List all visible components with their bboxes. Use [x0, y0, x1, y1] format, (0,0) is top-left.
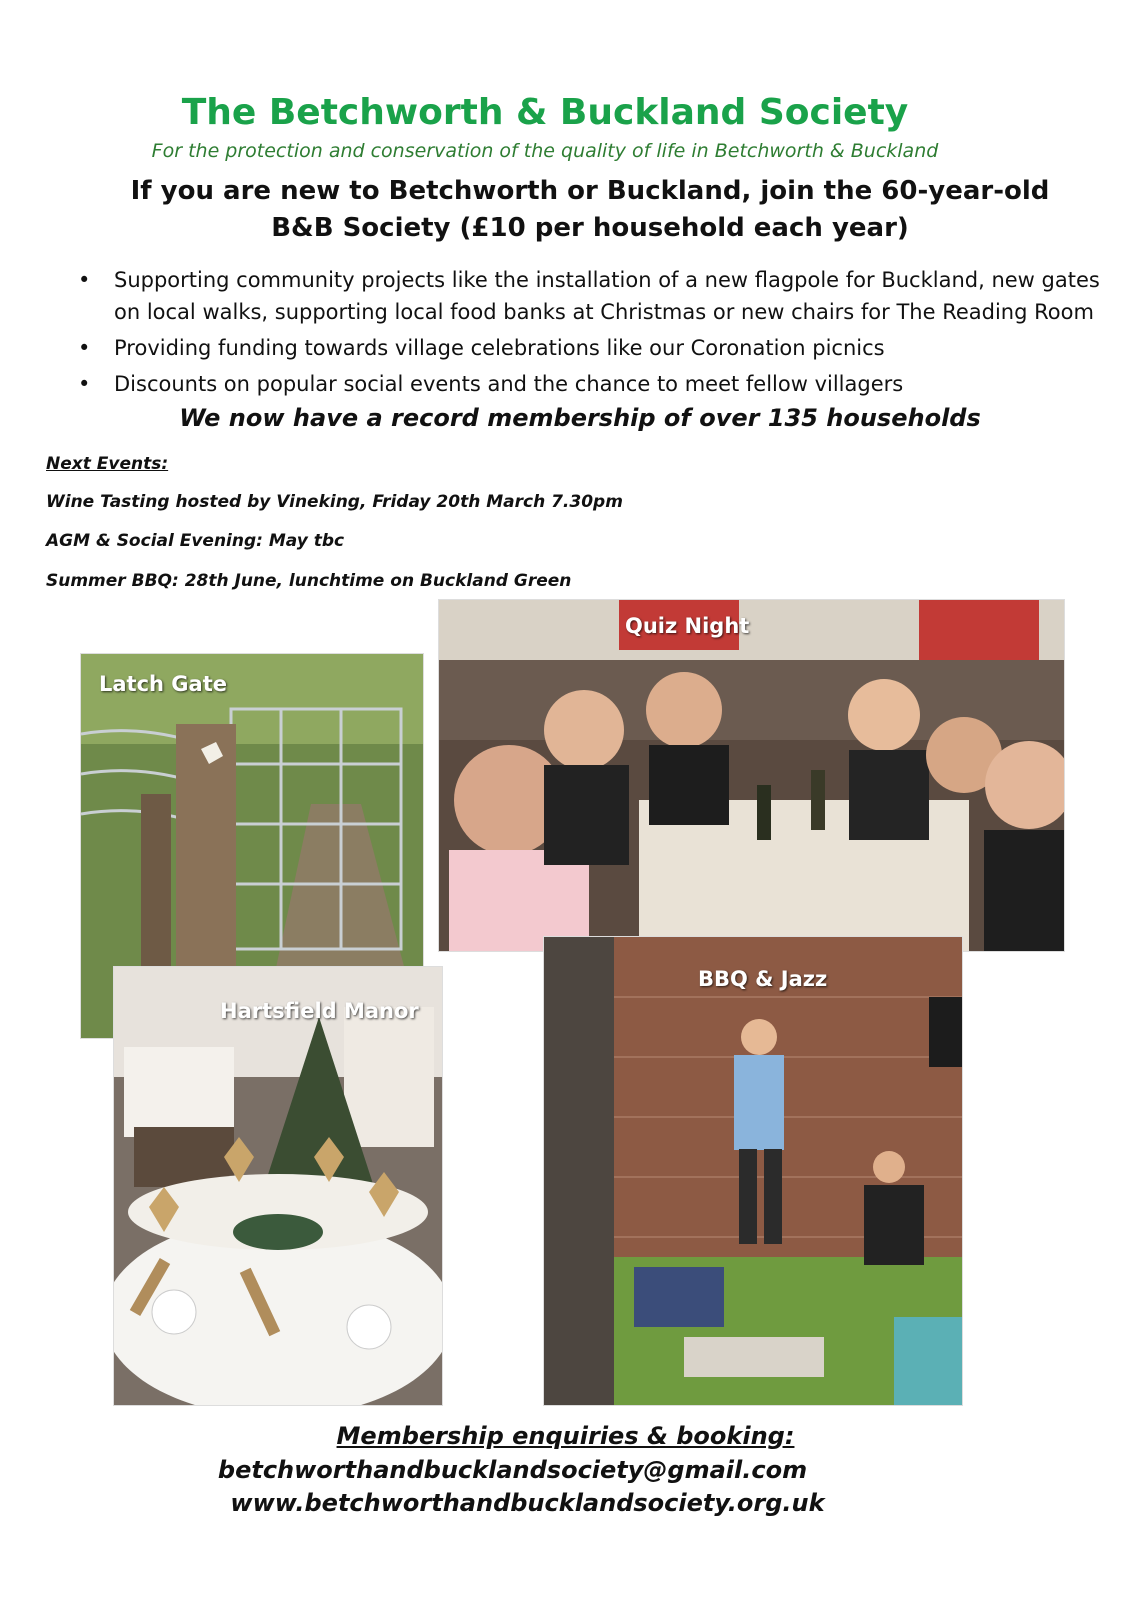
list-item — [78, 332, 1118, 364]
contact-email[interactable]: betchworthandbucklandsociety@gmail.com — [217, 1456, 808, 1484]
quiz-night-label: Quiz Night — [625, 614, 750, 638]
society-subtitle: For the protection and conservation of the quality of life in Betchworth & Buckland — [151, 140, 939, 162]
bullet-marker: • — [78, 268, 91, 292]
event-item: AGM & Social Evening: May tbc — [46, 531, 345, 551]
event-item: Summer BBQ: 28th June, lunchtime on Buckland Green — [46, 571, 572, 591]
bullet-marker: • — [78, 336, 91, 360]
society-title: The Betchworth & Buckland Society — [181, 92, 909, 133]
bbq-jazz-label: BBQ & Jazz — [698, 967, 828, 991]
hartsfield-manor-label: Hartsfield Manor — [220, 999, 419, 1023]
benefit-text: Supporting community projects like the installation of a new flagpole for Buckland, new gates on local walks, supporting local food banks at Christmas or new chairs for The Reading Room — [114, 268, 1100, 324]
quiz-night-photo — [438, 599, 1065, 952]
benefit-text: Discounts on popular social events and the chance to meet fellow villagers — [114, 372, 904, 396]
bbq-jazz-photo — [543, 936, 963, 1406]
events-heading: Next Events: — [46, 454, 169, 474]
intro-line-1: If you are new to Betchworth or Buckland, join the 60-year-old — [130, 176, 1050, 206]
website-link[interactable]: www.betchworthandbucklandsociety.org.uk — [230, 1489, 825, 1517]
membership-heading: Membership enquiries & booking: — [336, 1422, 795, 1450]
benefits-list — [78, 264, 1118, 404]
list-item — [78, 368, 1118, 400]
latch-gate-label: Latch Gate — [99, 672, 227, 696]
hartsfield-manor-photo — [113, 966, 443, 1406]
event-item: Wine Tasting hosted by Vineking, Friday 20th March 7.30pm — [46, 492, 623, 512]
benefit-text: Providing funding towards village celebrations like our Coronation picnics — [114, 336, 885, 360]
intro-line-2: B&B Society (£10 per household each year) — [271, 213, 909, 243]
membership-record: We now have a record membership of over 135 households — [179, 404, 981, 432]
bullet-marker: • — [78, 372, 91, 396]
list-item — [78, 264, 1118, 328]
